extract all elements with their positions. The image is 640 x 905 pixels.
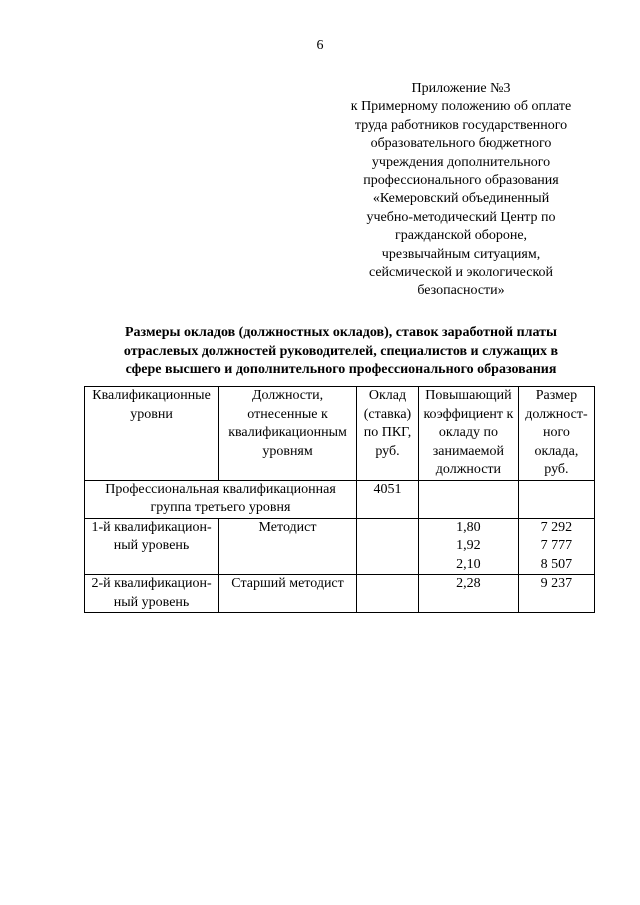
header-text: отнесенные к bbox=[247, 406, 328, 422]
level-text: ный уровень bbox=[113, 538, 190, 553]
level-text: ный уровень bbox=[113, 594, 190, 610]
header-text: должност- bbox=[525, 406, 588, 422]
coefficient-value: 1,80 bbox=[456, 519, 481, 535]
group-label-text: группа третьего уровня bbox=[150, 500, 291, 515]
header-text: квалификационным bbox=[228, 425, 347, 440]
salary-table bbox=[84, 386, 595, 613]
header-text: руб. bbox=[375, 443, 400, 459]
row-position: Методист bbox=[219, 518, 357, 575]
header-text: Оклад bbox=[368, 388, 407, 403]
header-coefficient bbox=[418, 387, 518, 481]
header-text: окладу по bbox=[438, 425, 498, 440]
level-text: 1-й квалификацион- bbox=[91, 519, 212, 535]
appendix-line: профессионального образования bbox=[363, 173, 559, 189]
row-coefficients bbox=[418, 518, 518, 575]
appendix-note bbox=[330, 80, 592, 301]
table-group-row bbox=[85, 480, 595, 518]
empty-cell bbox=[418, 480, 518, 518]
header-text: уровням bbox=[262, 443, 313, 459]
appendix-line: к Примерному положению об оплате bbox=[350, 99, 572, 115]
header-text: Должности, bbox=[251, 388, 324, 403]
group-salary: 4051 bbox=[357, 480, 419, 518]
table-row bbox=[85, 518, 595, 575]
appendix-line: безопасности» bbox=[417, 283, 505, 299]
header-amount bbox=[518, 387, 594, 481]
header-text: Квалификационные bbox=[92, 388, 211, 403]
appendix-line: образовательного бюджетного bbox=[370, 136, 552, 152]
row-position: Старший методист bbox=[219, 575, 357, 613]
header-text: Размер bbox=[535, 388, 578, 403]
amount-value: 7 777 bbox=[540, 538, 573, 553]
header-text: по ПКГ, bbox=[363, 425, 412, 440]
header-text: занимаемой bbox=[432, 443, 505, 459]
header-text: ного bbox=[542, 425, 570, 440]
amount-value: 7 292 bbox=[540, 519, 573, 535]
header-text: (ставка) bbox=[363, 406, 412, 422]
table-row bbox=[85, 575, 595, 613]
appendix-line: «Кемеровский объединенный bbox=[372, 191, 550, 207]
header-levels bbox=[85, 387, 219, 481]
appendix-line: сейсмической и экологической bbox=[368, 265, 554, 281]
row-level bbox=[85, 575, 219, 613]
amount-value: 8 507 bbox=[540, 556, 573, 572]
level-text: 2-й квалификацион- bbox=[91, 576, 212, 591]
appendix-line: учреждения дополнительного bbox=[371, 154, 551, 170]
appendix-line: учебно-методический Центр по bbox=[366, 209, 556, 225]
row-salary bbox=[357, 518, 419, 575]
page-number: 6 bbox=[316, 38, 324, 53]
header-text: руб. bbox=[544, 462, 569, 477]
group-label-text: Профессиональная квалификационная bbox=[105, 481, 336, 497]
header-text: уровни bbox=[130, 406, 173, 422]
coefficient-value: 2,28 bbox=[456, 576, 481, 591]
header-positions bbox=[219, 387, 357, 481]
title-line: Размеры окладов (должностных окладов), ставок заработной платы bbox=[125, 325, 557, 340]
group-label bbox=[85, 480, 357, 518]
appendix-line: труда работников государственного bbox=[354, 117, 568, 133]
coefficient-value: 2,10 bbox=[456, 556, 481, 572]
header-text: должности bbox=[435, 462, 502, 477]
title-line: отраслевых должностей руководителей, специалистов и служащих в bbox=[123, 343, 559, 359]
row-level bbox=[85, 518, 219, 575]
appendix-line: гражданской обороне, bbox=[394, 228, 528, 244]
header-text: коэффициент к bbox=[423, 406, 514, 422]
amount-value: 9 237 bbox=[540, 576, 573, 591]
row-amounts bbox=[518, 518, 594, 575]
row-salary bbox=[357, 575, 419, 613]
appendix-line: чрезвычайным ситуациям, bbox=[381, 246, 541, 262]
appendix-line: Приложение №3 bbox=[411, 81, 511, 96]
coefficient-value: 1,92 bbox=[456, 538, 481, 553]
table-header-row bbox=[85, 387, 595, 481]
header-salary bbox=[357, 387, 419, 481]
row-amounts bbox=[518, 575, 594, 613]
row-coefficients bbox=[418, 575, 518, 613]
empty-cell bbox=[518, 480, 594, 518]
document-title bbox=[86, 324, 596, 380]
header-text: оклада, bbox=[534, 443, 579, 459]
title-line: сфере высшего и дополнительного профессионального образования bbox=[125, 362, 557, 377]
header-text: Повышающий bbox=[425, 388, 512, 403]
